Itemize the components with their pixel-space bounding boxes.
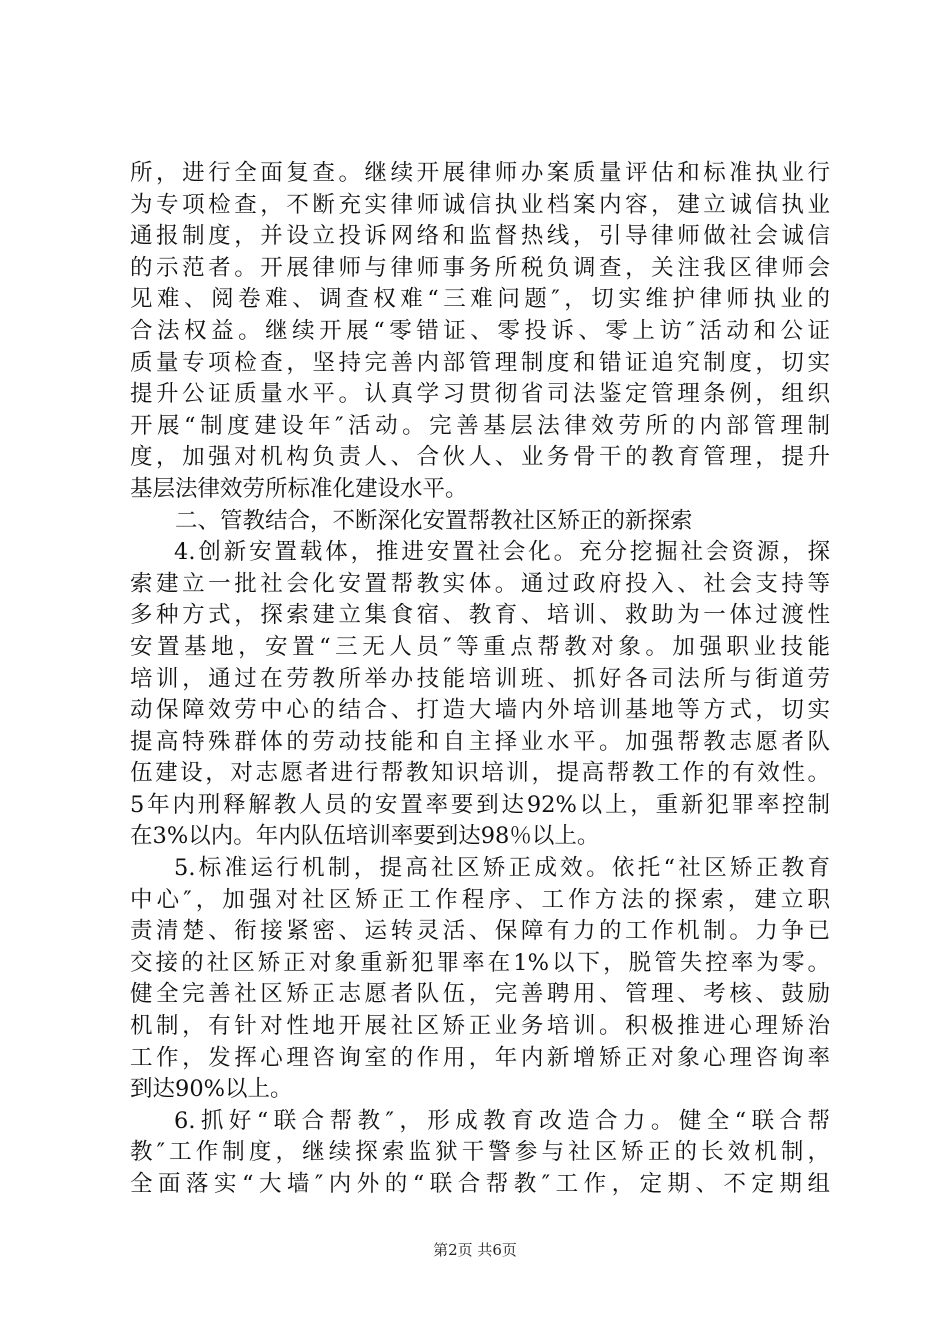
text-line: 所，进行全面复查。继续开展律师办案质量评估和标准执业行 [130,160,830,186]
text-line: 度，加强对机构负责人、合伙人、业务骨干的教育管理，提升 [130,444,830,471]
text-line: 5年内刑释解教人员的安置率要到达92%以上，重新犯罪率控制 [130,791,830,818]
text-line: 安置基地，安置“三无人员″等重点帮教对象。加强职业技能 [130,633,830,660]
text-line: 提升公证质量水平。认真学习贯彻省司法鉴定管理条例，组织 [130,381,830,408]
text-line: 责清楚、衔接紧密、运转灵活、保障有力的工作机制。力争已 [130,918,830,945]
text-line: 提高特殊群体的劳动技能和自主择业水平。加强帮教志愿者队 [130,728,830,755]
text-line: 中心″，加强对社区矫正工作程序、工作方法的探索，建立职 [130,886,830,913]
text-line: 交接的社区矫正对象重新犯罪率在1%以下，脱管失控率为零。 [130,949,830,976]
text-line: 索建立一批社会化安置帮教实体。通过政府投入、社会支持等 [130,570,830,597]
text-line: 动保障效劳中心的结合、打造大墙内外培训基地等方式，切实 [130,697,830,724]
text-line: 见难、阅卷难、调查权难“三难问题″，切实维护律师执业的 [130,286,830,313]
section-heading: 二、管教结合，不断深化安置帮教社区矫正的新探索 [175,507,693,534]
text-line: 健全完善社区矫正志愿者队伍，完善聘用、管理、考核、鼓励 [130,981,830,1008]
text-line: 全面落实“大墙″内外的“联合帮教″工作，定期、不定期组 [130,1171,830,1197]
text-line: 合法权益。继续开展“零错证、零投诉、零上访″活动和公证 [130,317,830,344]
text-line: 基层法律效劳所标准化建设水平。 [130,475,468,502]
text-line: 多种方式，探索建立集食宿、教育、培训、救助为一体过渡性 [130,602,830,629]
text-line: 工作，发挥心理咨询室的作用，年内新增矫正对象心理咨询率 [130,1044,830,1071]
text-line: 教″工作制度，继续探索监狱干警参与社区矫正的长效机制， [130,1139,830,1166]
text-line: 的示范者。开展律师与律师事务所税负调查，关注我区律师会 [130,254,830,281]
text-line: 6.抓好“联合帮教″，形成教育改造合力。健全“联合帮 [174,1107,830,1134]
text-line: 培训，通过在劳教所举办技能培训班、抓好各司法所与街道劳 [130,665,830,692]
text-line: 4.创新安置载体，推进安置社会化。充分挖掘社会资源，探 [174,539,830,566]
text-line: 机制，有针对性地开展社区矫正业务培训。积极推进心理矫治 [130,1013,830,1040]
page-footer: 第2页 共6页 [433,1241,517,1259]
document-body [130,158,830,1201]
text-line: 伍建设，对志愿者进行帮教知识培训，提高帮教工作的有效性。 [130,760,830,787]
text-line: 为专项检查，不断充实律师诚信执业档案内容，建立诚信执业 [130,191,830,218]
text-line: 质量专项检查，坚持完善内部管理制度和错证追究制度，切实 [130,349,830,376]
text-line: 在3%以内。年内队伍培训率要到达98％以上。 [130,823,600,850]
text-line: 到达90%以上。 [130,1076,293,1103]
text-line: 开展“制度建设年″活动。完善基层法律效劳所的内部管理制 [130,412,830,439]
text-line: 5.标准运行机制，提高社区矫正成效。依托“社区矫正教育 [174,855,830,882]
text-line: 通报制度，并设立投诉网络和监督热线，引导律师做社会诚信 [130,223,830,250]
